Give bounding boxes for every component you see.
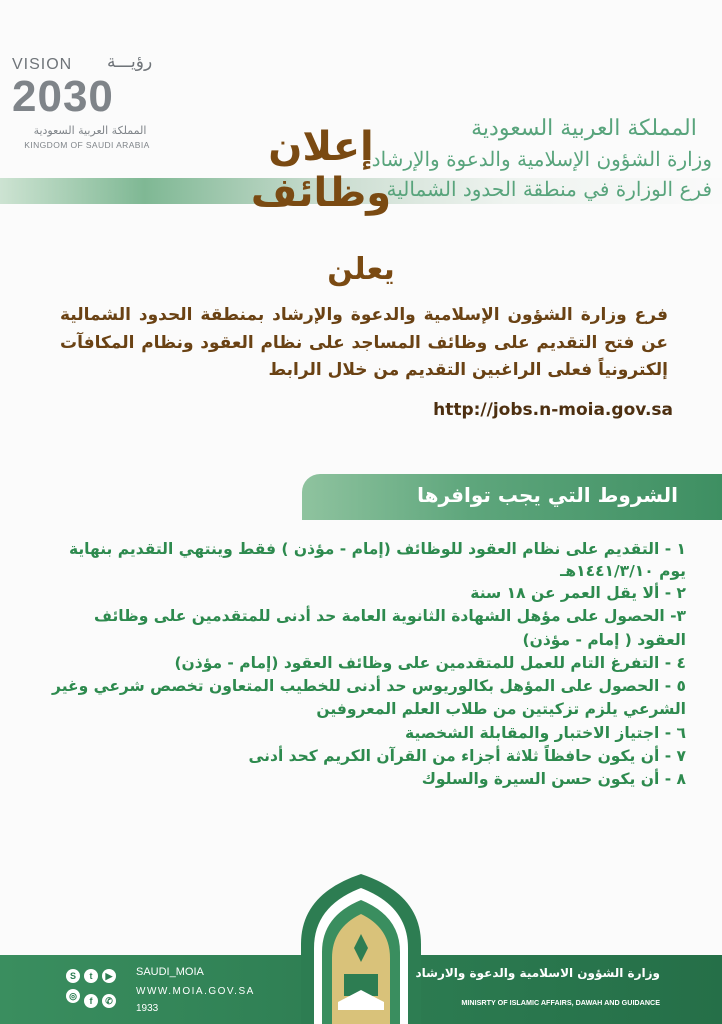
vision-label: VISION <box>12 56 73 73</box>
footer-ministry-en: MINISRTY OF ISLAMIC AFFAIRS, DAWAH AND GUIDANCE <box>461 998 660 1007</box>
ministry-line-3: فرع الوزارة في منطقة الحدود الشمالية <box>386 177 712 201</box>
youtube-icon[interactable]: ▶ <box>102 969 116 983</box>
application-link[interactable]: http://jobs.n-moia.gov.sa <box>433 400 673 420</box>
condition-item: ١ - التقديم على نظام العقود للوظائف (إمام - مؤذن ) فقط وينتهي التقديم بنهاية يوم ١٤٤١/٣/١٠هـ <box>68 540 686 580</box>
announces-heading: يعلن <box>327 252 395 287</box>
snapchat-icon[interactable]: S <box>66 969 80 983</box>
announcement-text: فرع وزارة الشؤون الإسلامية والدعوة والإرشاد بمنطقة الحدود الشمالية عن فتح التقديم على وظائف المساجد على نظام العقود ونظام المكافآت إلكترونياً فعلى الراغبين التقديم من خلال الرابط <box>60 305 668 380</box>
condition-item: ٥ - الحصول على المؤهل بكالوريوس حد أدنى للخطيب المتعاون تخصص شرعي وغير الشرعي يلزم تزكيتين من طلاب العلم المعروفين <box>52 677 686 719</box>
phone-icon[interactable]: ✆ <box>102 994 116 1008</box>
ministry-line-2: وزارة الشؤون الإسلامية والدعوة والإرشاد <box>371 147 712 171</box>
conditions-list <box>46 538 686 792</box>
condition-item: ٦ - اجتياز الاختبار والمقابلة الشخصية <box>405 723 686 742</box>
ministry-emblem-icon <box>296 874 426 1024</box>
website-link[interactable]: WWW.MOIA.GOV.SA <box>136 986 255 997</box>
twitter-icon[interactable]: t <box>84 969 98 983</box>
phone-number[interactable]: 1933 <box>136 1003 159 1014</box>
conditions-header <box>302 474 722 520</box>
ministry-line-1: المملكة العربية السعودية <box>471 116 697 141</box>
kingdom-name-en: KINGDOM OF SAUDI ARABIA <box>24 140 150 150</box>
vision-label-ar: رؤيـــة <box>107 52 153 72</box>
vision-2030-logo <box>12 52 162 156</box>
vision-year: 2030 <box>12 72 114 121</box>
condition-item: ٤ - التفرغ التام للعمل للمتقدمين على وظائف العقود (إمام - مؤذن) <box>174 653 686 672</box>
kingdom-name-ar: المملكة العربية السعودية <box>33 124 147 137</box>
instagram-icon[interactable]: ◎ <box>66 989 80 1003</box>
page-title: إعلان وظائف <box>250 124 392 216</box>
conditions-title: الشروط التي يجب توافرها <box>417 483 678 507</box>
facebook-icon[interactable]: f <box>84 994 98 1008</box>
social-handle[interactable]: SAUDI_MOIA <box>136 966 204 978</box>
ministry-calligraphy <box>371 116 712 201</box>
condition-item: ٨ - أن يكون حسن السيرة والسلوك <box>421 770 686 789</box>
footer-ministry-ar: وزارة الشؤون الاسلامية والدعوة والارشاد <box>415 966 660 980</box>
condition-item: ٧ - أن يكون حافظاً ثلاثة أجزاء من القرآن الكريم كحد أدنى <box>248 747 686 766</box>
condition-item: ٣- الحصول على مؤهل الشهادة الثانوية العامة حد أدنى للمتقدمين على وظائف العقود ( إمام - مؤذن) <box>94 607 686 649</box>
condition-item: ٢ - ألا يقل العمر عن ١٨ سنة <box>470 584 686 602</box>
